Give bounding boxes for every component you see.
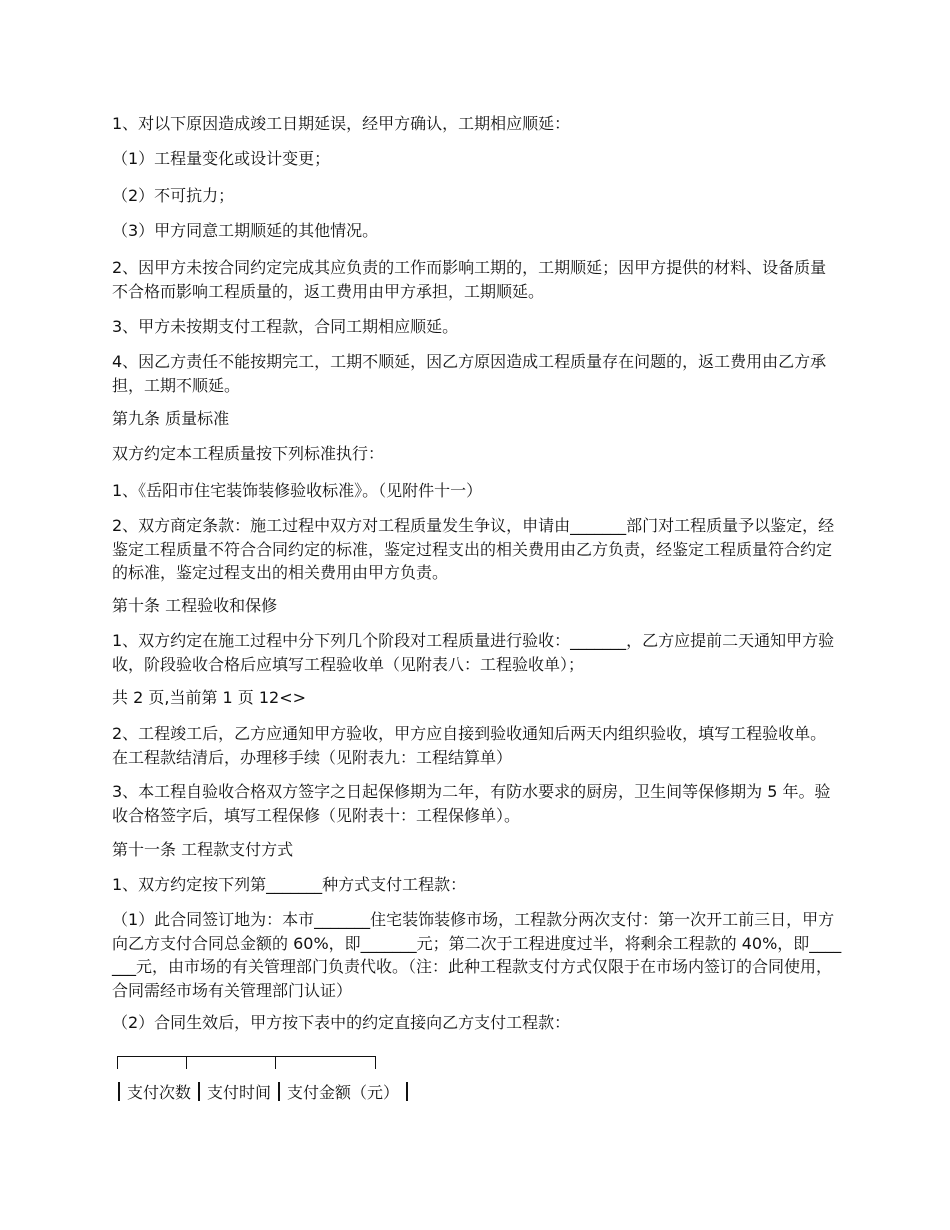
paragraph: （1）此合同签订地为：本市_______住宅装饰装修市场，工程款分两次支付：第一次开工前三日，甲方向乙方支付合同总金额的 60%，即_______元；第二次于工程进度过半，将剩余工程款的 40%，即_______元，由市场的有关管理部门负责代收。（注：此种工程款支付方式仅限于在市场内签订的合同使用，合同需经市场有关管理部门认证） — [112, 910, 842, 1000]
table-divider — [278, 1082, 280, 1101]
table-header-cell: 支付金额（元） — [287, 1083, 400, 1102]
section-heading: 第十一条 工程款支付方式 — [112, 840, 294, 859]
page-indicator: 共 2 页,当前第 1 页 12<> — [112, 688, 307, 707]
paragraph: 1、《岳阳市住宅装饰装修验收标准》。（见附件十一） — [112, 481, 483, 500]
paragraph: （2）合同生效后，甲方按下表中的约定直接向乙方支付工程款： — [112, 1013, 571, 1032]
section-heading: 第十条 工程验收和保修 — [112, 596, 278, 615]
table-header-row — [112, 1081, 415, 1105]
table-border — [186, 1056, 275, 1069]
paragraph: 3、本工程自验收合格双方签字之日起保修期为二年，有防水要求的厨房，卫生间等保修期为 5 年。验收合格签字后，填写工程保修（见附表十：工程保修单）。 — [112, 782, 831, 825]
paragraph: （2）不可抗力； — [112, 186, 235, 205]
paragraph: 2、工程竣工后，乙方应通知甲方验收，甲方应自接到验收通知后两天内组织验收，填写工程验收单。在工程款结清后，办理移手续（见附表九：工程结算单） — [112, 724, 827, 767]
paragraph: 双方约定本工程质量按下列标准执行： — [112, 444, 385, 463]
paragraph: 4、因乙方责任不能按期完工，工期不顺延，因乙方原因造成工程质量存在问题的，返工费用由乙方承担，工期不顺延。 — [112, 352, 827, 395]
table-border — [117, 1056, 186, 1069]
paragraph: （3）甲方同意工期顺延的其他情况。 — [112, 221, 379, 240]
table-header-cell: 支付时间 — [207, 1083, 272, 1102]
table-border — [275, 1056, 376, 1069]
paragraph: 1、双方约定在施工过程中分下列几个阶段对工程质量进行验收：_______，乙方应提前二天通知甲方验收，阶段验收合格后应填写工程验收单（见附表八：工程验收单）； — [112, 631, 835, 674]
table-divider — [118, 1082, 120, 1101]
paragraph: 1、双方约定按下列第_______种方式支付工程款： — [112, 875, 467, 894]
table-divider — [406, 1082, 408, 1101]
paragraph: （1）工程量变化或设计变更； — [112, 149, 331, 168]
paragraph: 3、甲方未按期支付工程款，合同工期相应顺延。 — [112, 317, 459, 336]
paragraph: 2、因甲方未按合同约定完成其应负责的工作而影响工期的，工期顺延；因甲方提供的材料、设备质量不合格而影响工程质量的，返工费用由甲方承担，工期顺延。 — [112, 258, 827, 301]
paragraph: 1、对以下原因造成竣工日期延误，经甲方确认，工期相应顺延： — [112, 114, 571, 133]
table-divider — [198, 1082, 200, 1101]
table-header-cell: 支付次数 — [127, 1083, 192, 1102]
paragraph: 2、双方商定条款：施工过程中双方对工程质量发生争议，申请由_______部门对工程质量予以鉴定，经鉴定工程质量不符合合同约定的标准，鉴定过程支出的相关费用由乙方负责，经鉴定工程质量符合约定的标准，鉴定过程支出的相关费用由甲方负责。 — [112, 516, 835, 582]
section-heading: 第九条 质量标准 — [112, 409, 230, 428]
